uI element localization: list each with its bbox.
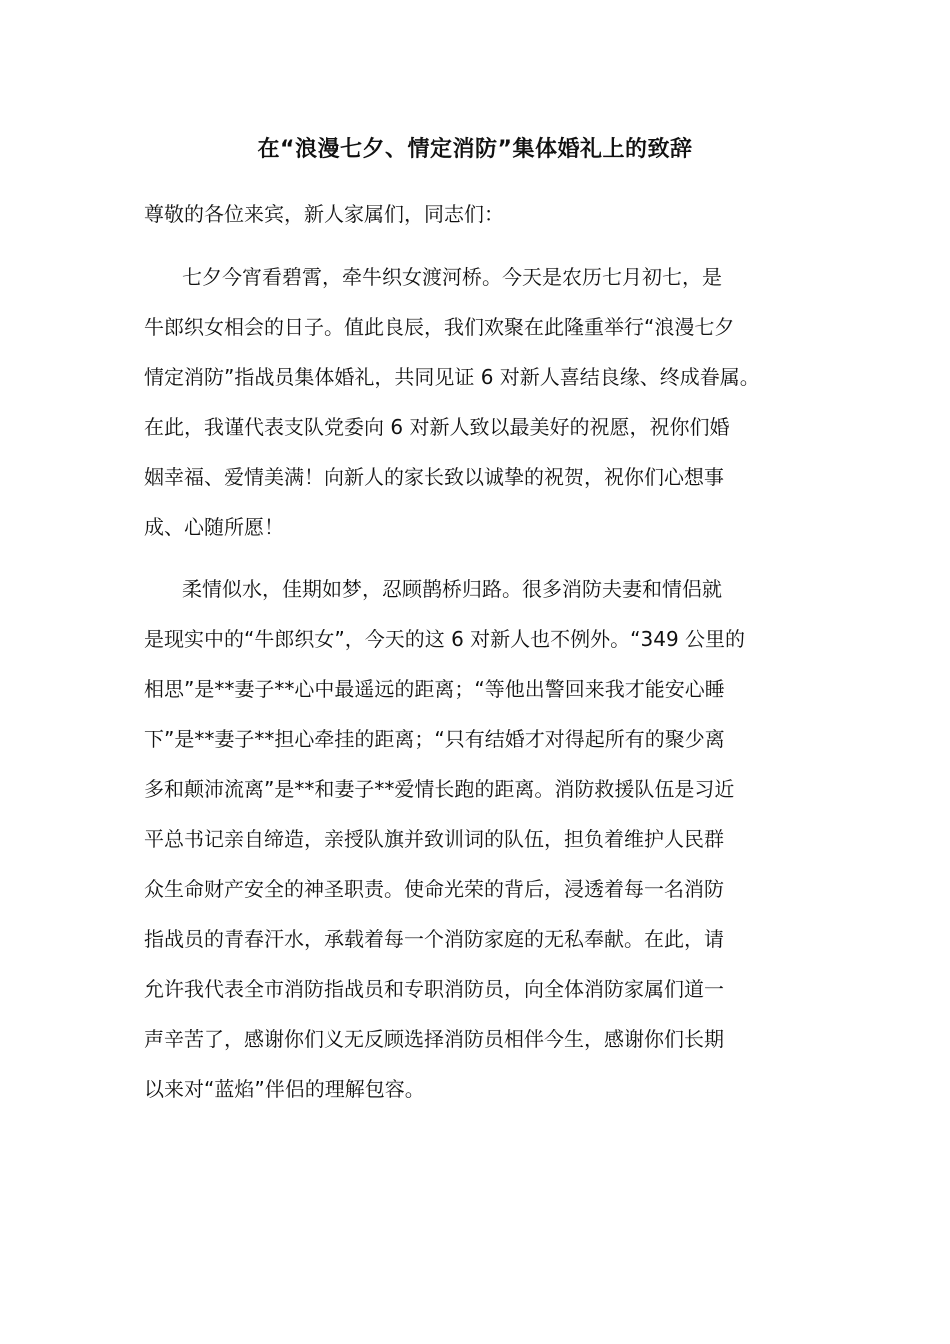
paragraph-line: 平总书记亲自缔造，亲授队旗并致训词的队伍，担负着维护人民群 [144,827,724,851]
paragraph-line: 相思”是**妻子**心中最遥远的距离；“等他出警回来我才能安心睡 [144,677,725,701]
paragraph-line: 下”是**妻子**担心牵挂的距离；“只有结婚才对得起所有的聚少离 [144,727,725,751]
paragraph-line: 姻幸福、爱情美满！向新人的家长致以诚挚的祝贺，祝你们心想事 [144,465,724,489]
paragraph-line: 允许我代表全市消防指战员和专职消防员，向全体消防家属们道一 [144,977,724,1001]
paragraph-line: 柔情似水，佳期如梦，忍顾鹊桥归路。很多消防夫妻和情侣就 [182,577,722,601]
paragraph-line: 是现实中的“牛郎织女”，今天的这 6 对新人也不例外。“349 公里的 [144,627,746,651]
paragraph-line: 众生命财产安全的神圣职责。使命光荣的背后，浸透着每一名消防 [144,877,724,901]
paragraph-line: 声辛苦了，感谢你们义无反顾选择消防员相伴今生，感谢你们长期 [144,1027,724,1051]
salutation: 尊敬的各位来宾，新人家属们，同志们： [144,202,504,226]
paragraph-2 [144,564,824,1114]
paragraph-1 [144,252,824,552]
paragraph-line: 多和颠沛流离”是**和妻子**爱情长跑的距离。消防救援队伍是习近 [144,777,735,801]
paragraph-line: 指战员的青春汗水，承载着每一个消防家庭的无私奉献。在此，请 [144,927,724,951]
document-title: 在“浪漫七夕、情定消防”集体婚礼上的致辞 [257,137,693,162]
paragraph-line: 牛郎织女相会的日子。值此良辰，我们欢聚在此隆重举行“浪漫七夕 [144,315,735,339]
paragraph-line: 成、心随所愿！ [144,515,284,539]
paragraph-line: 在此，我谨代表支队党委向 6 对新人致以最美好的祝愿，祝你们婚 [144,415,730,439]
paragraph-line: 七夕今宵看碧霄，牵牛织女渡河桥。今天是农历七月初七，是 [182,265,722,289]
paragraph-line: 以来对“蓝焰”伴侣的理解包容。 [144,1077,425,1101]
paragraph-line: 情定消防”指战员集体婚礼，共同见证 6 对新人喜结良缘、终成眷属。 [144,365,760,389]
